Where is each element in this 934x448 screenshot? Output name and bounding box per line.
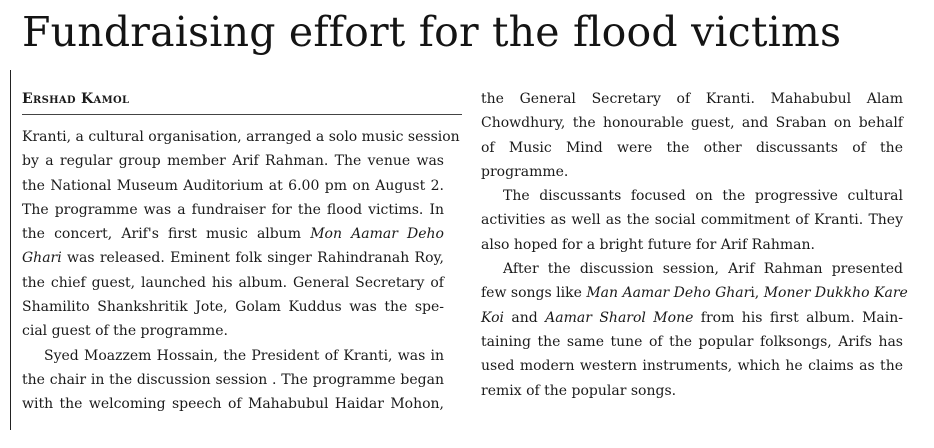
article-text-line: of Music Mind were the other discussants of the	[481, 139, 903, 156]
article-byline: Ershad Kamol	[22, 91, 130, 107]
article-text-line: Ghari was released. Eminent folk singer Rahindranah Roy,	[22, 250, 444, 267]
article-text-line: Koi and Aamar Sharol Mone from his first album. Main-	[481, 309, 903, 326]
article-text-line: The programme was a fundraiser for the flood victims. In	[22, 201, 444, 218]
article-text-line: Chowdhury, the honourable guest, and Sraban on behalf	[481, 115, 903, 132]
article-text-line: the chief guest, launched his album. General Secretary of	[22, 274, 444, 291]
left-column-rule	[10, 70, 11, 430]
article-text-line: Shamilito Shankshritik Jote, Golam Kuddus was the spe-	[22, 299, 444, 316]
article-column-2	[481, 87, 908, 403]
article-text-line: The discussants focused on the progressive cultural	[503, 188, 903, 205]
article-text-line: programme.	[481, 163, 569, 180]
article-text-line: taining the same tune of the popular folksongs, Arifs has	[481, 333, 903, 350]
article-text-line: Syed Moazzem Hossain, the President of Kranti, was in	[44, 347, 444, 364]
article-text-line: Kranti, a cultural organisation, arranged a solo music session	[22, 129, 460, 145]
article-text-line: cial guest of the programme.	[22, 323, 228, 340]
article-text-line: also hoped for a bright future for Arif Rahman.	[481, 236, 815, 253]
article-text-line: few songs like Man Aamar Deho Ghari, Moner Dukkho Kare	[481, 285, 908, 302]
article-text-line: by a regular group member Arif Rahman. The venue was	[22, 153, 444, 170]
article-text-line: the chair in the discussion session . The programme began	[22, 371, 444, 388]
article-text-line: activities as well as the social commitment of Kranti. They	[481, 212, 903, 229]
article-text-line: with the welcoming speech of Mahabubul Haidar Mohon,	[22, 396, 444, 413]
article-text-line: used modern western instruments, which he claims as the	[481, 358, 903, 375]
article-text-line: the concert, Arif's first music album Mon Aamar Deho	[22, 226, 444, 243]
byline-divider	[22, 114, 462, 115]
article-text-line: the National Museum Auditorium at 6.00 pm on August 2.	[22, 177, 444, 194]
article-text-line: remix of the popular songs.	[481, 382, 677, 399]
article-text-line: After the discussion session, Arif Rahman presented	[503, 261, 903, 278]
article-headline: Fundraising effort for the flood victims	[22, 8, 842, 56]
article-text-line: the General Secretary of Kranti. Mahabubul Alam	[481, 91, 903, 107]
article-column-1	[22, 125, 460, 417]
